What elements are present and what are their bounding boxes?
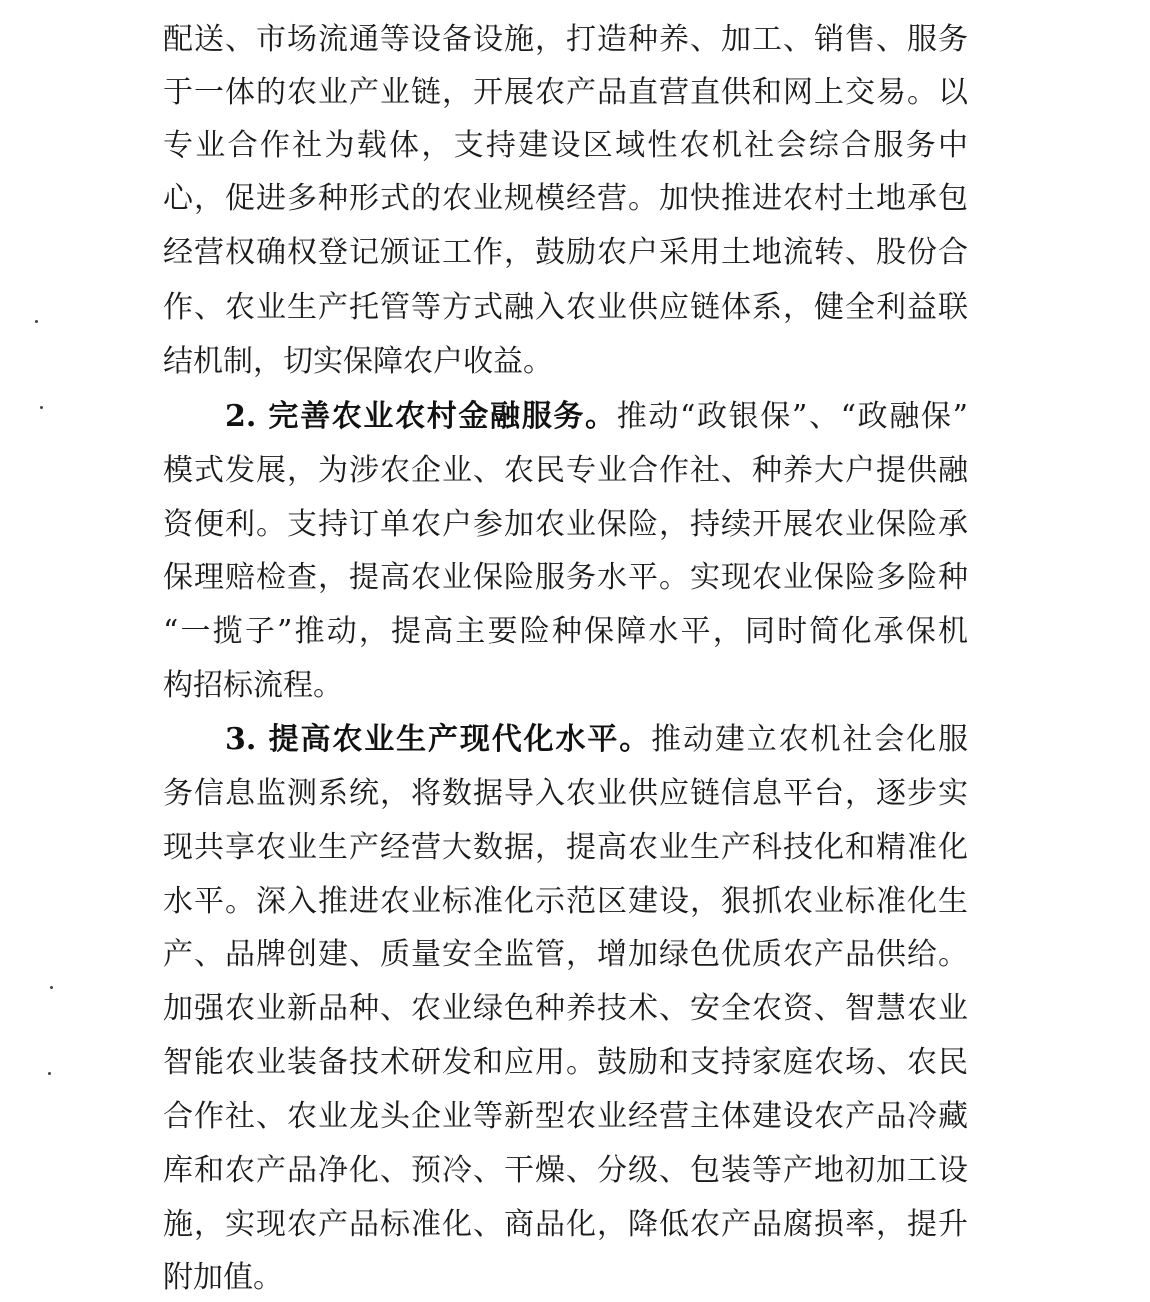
text-line: 合作社、农业龙头企业等新型农业经营主体建设农产品冷藏 <box>163 1099 968 1134</box>
text-line: 结机制，切实保障农户收益。 <box>163 344 553 379</box>
section-lead-text: 推动“政银保”、“政融保” <box>616 399 968 434</box>
text-line: 务信息监测系统，将数据导入农业供应链信息平台，逐步实 <box>163 776 968 811</box>
text-line: 于一体的农业产业链，开展农产品直营直供和网上交易。以 <box>163 75 968 110</box>
text-line: 水平。深入推进农业标准化示范区建设，狠抓农业标准化生 <box>163 884 968 919</box>
text-line: 现共享农业生产经营大数据，提高农业生产科技化和精准化 <box>163 830 968 865</box>
text-line: 经营权确权登记颁证工作，鼓励农户采用土地流转、股份合 <box>163 235 968 270</box>
text-line: 智能农业装备技术研发和应用。鼓励和支持家庭农场、农民 <box>163 1045 968 1080</box>
text-line: 库和农产品净化、预冷、干燥、分级、包装等产地初加工设 <box>163 1153 968 1188</box>
margin-speck <box>50 986 53 989</box>
text-line: 作、农业生产托管等方式融入农业供应链体系，健全利益联 <box>163 290 968 325</box>
text-line: 附加值。 <box>163 1260 283 1295</box>
text-line: 保理赔检查，提高农业保险服务水平。实现农业保险多险种 <box>163 560 968 595</box>
text-line: 产、品牌创建、质量安全监管，增加绿色优质农产品供给。 <box>163 937 968 972</box>
text-line: 施，实现农产品标准化、商品化，降低农产品腐损率，提升 <box>163 1207 968 1242</box>
text-line: “一揽子”推动，提高主要险种保障水平，同时简化承保机 <box>163 614 968 649</box>
margin-speck <box>35 320 38 323</box>
text-line: 心，促进多种形式的农业规模经营。加快推进农村土地承包 <box>163 181 968 216</box>
section-lead-text: 推动建立农机社会化服 <box>651 722 968 757</box>
margin-speck <box>40 406 43 409</box>
text-line: 加强农业新品种、农业绿色种养技术、安全农资、智慧农业 <box>163 991 968 1026</box>
text-line: 配送、市场流通等设备设施，打造种养、加工、销售、服务 <box>163 22 968 57</box>
text-line: 专业合作社为载体，支持建设区域性农机社会综合服务中 <box>163 128 968 163</box>
text-line: 构招标流程。 <box>163 668 343 703</box>
text-line: 资便利。支持订单农户参加农业保险，持续开展农业保险承 <box>163 507 968 542</box>
section-heading: 2. 完善农业农村金融服务。 <box>225 399 617 434</box>
section-first-line <box>225 718 968 762</box>
text-line: 模式发展，为涉农企业、农民专业合作社、种养大户提供融 <box>163 453 968 488</box>
section-first-line <box>225 395 968 439</box>
margin-speck <box>48 1072 51 1075</box>
section-heading: 3. 提高农业生产现代化水平。 <box>225 722 652 757</box>
